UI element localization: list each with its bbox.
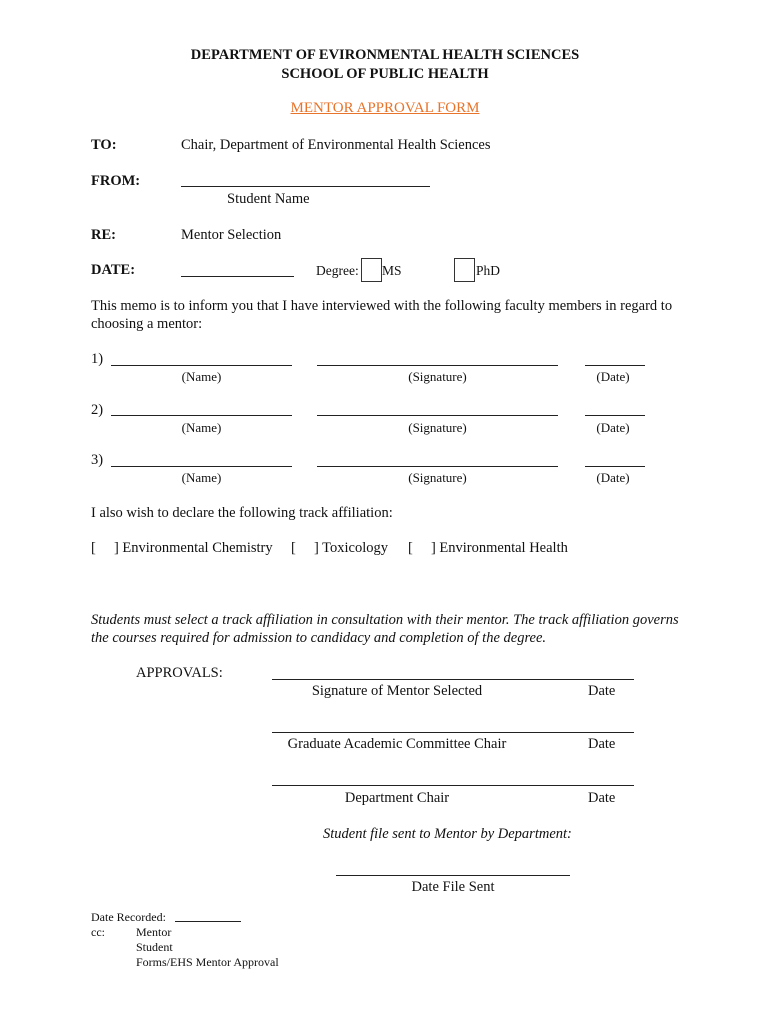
date-file-sent-field[interactable] bbox=[336, 875, 570, 876]
faculty-signature-field[interactable] bbox=[317, 365, 558, 366]
faculty-name-field[interactable] bbox=[111, 415, 292, 416]
degree-ms-label: MS bbox=[382, 263, 402, 278]
to-value: Chair, Department of Environmental Health Sciences bbox=[181, 137, 491, 153]
mentor-signature-field[interactable] bbox=[272, 679, 634, 680]
degree-phd-checkbox[interactable] bbox=[454, 258, 475, 282]
student-name-caption: Student Name bbox=[227, 191, 310, 207]
date-recorded-label: Date Recorded: bbox=[91, 910, 166, 924]
from-label: FROM: bbox=[91, 173, 141, 189]
date-caption: (Date) bbox=[596, 470, 630, 485]
name-caption: (Name) bbox=[181, 369, 222, 384]
cc-item-student: Student bbox=[136, 940, 173, 954]
faculty-row-number: 2) bbox=[91, 402, 104, 418]
track-note-line-2: the courses required for admission to candidacy and completion of the degree. bbox=[91, 630, 547, 646]
track-option-toxicology[interactable]: [ ] Toxicology bbox=[291, 540, 388, 556]
faculty-name-field[interactable] bbox=[111, 466, 292, 467]
faculty-date-field[interactable] bbox=[585, 466, 645, 467]
track-option-environmental-health[interactable]: [ ] Environmental Health bbox=[408, 540, 568, 556]
signature-caption: (Signature) bbox=[408, 420, 467, 435]
cc-label: cc: bbox=[91, 925, 105, 939]
name-caption: (Name) bbox=[181, 470, 222, 485]
committee-chair-date-caption: Date bbox=[588, 736, 616, 752]
re-label: RE: bbox=[91, 227, 116, 243]
date-caption: (Date) bbox=[596, 369, 630, 384]
track-prompt: I also wish to declare the following track affiliation: bbox=[91, 505, 393, 521]
signature-caption: (Signature) bbox=[408, 470, 467, 485]
date-file-sent-caption: Date File Sent bbox=[411, 879, 495, 895]
mentor-signature-caption: Signature of Mentor Selected bbox=[311, 683, 483, 699]
approvals-label: APPROVALS: bbox=[136, 665, 223, 681]
cc-item-forms: Forms/EHS Mentor Approval bbox=[136, 955, 279, 969]
cc-item-mentor: Mentor bbox=[136, 925, 172, 939]
track-option-environmental-chemistry[interactable]: [ ] Environmental Chemistry bbox=[91, 540, 273, 556]
faculty-date-field[interactable] bbox=[585, 415, 645, 416]
school-heading: SCHOOL OF PUBLIC HEALTH bbox=[281, 66, 489, 82]
signature-caption: (Signature) bbox=[408, 369, 467, 384]
re-value: Mentor Selection bbox=[181, 227, 282, 243]
date-label: DATE: bbox=[91, 262, 136, 278]
form-title: MENTOR APPROVAL FORM bbox=[290, 100, 480, 116]
intro-line-2: choosing a mentor: bbox=[91, 316, 203, 332]
degree-ms-checkbox[interactable] bbox=[361, 258, 382, 282]
to-label: TO: bbox=[91, 137, 117, 153]
intro-line-1: This memo is to inform you that I have interviewed with the following faculty members in regard to bbox=[91, 298, 673, 314]
committee-chair-signature-field[interactable] bbox=[272, 732, 634, 733]
name-caption: (Name) bbox=[181, 420, 222, 435]
committee-chair-caption: Graduate Academic Committee Chair bbox=[287, 736, 507, 752]
department-chair-date-caption: Date bbox=[588, 790, 616, 806]
department-chair-caption: Department Chair bbox=[344, 790, 450, 806]
file-sent-note: Student file sent to Mentor by Department: bbox=[323, 826, 572, 842]
degree-phd-label: PhD bbox=[476, 263, 501, 278]
date-recorded-field[interactable] bbox=[175, 921, 241, 922]
faculty-signature-field[interactable] bbox=[317, 466, 558, 467]
faculty-row-number: 3) bbox=[91, 452, 104, 468]
faculty-row-number: 1) bbox=[91, 351, 104, 367]
mentor-date-caption: Date bbox=[588, 683, 616, 699]
department-chair-signature-field[interactable] bbox=[272, 785, 634, 786]
track-note-line-1: Students must select a track affiliation in consultation with their mentor. The track affiliation governs bbox=[91, 612, 679, 628]
faculty-date-field[interactable] bbox=[585, 365, 645, 366]
date-field[interactable] bbox=[181, 276, 294, 277]
date-caption: (Date) bbox=[596, 420, 630, 435]
department-heading: DEPARTMENT OF EVIRONMENTAL HEALTH SCIENCES bbox=[190, 47, 580, 63]
faculty-name-field[interactable] bbox=[111, 365, 292, 366]
degree-label: Degree: bbox=[316, 263, 359, 278]
faculty-signature-field[interactable] bbox=[317, 415, 558, 416]
student-name-field[interactable] bbox=[181, 186, 430, 187]
